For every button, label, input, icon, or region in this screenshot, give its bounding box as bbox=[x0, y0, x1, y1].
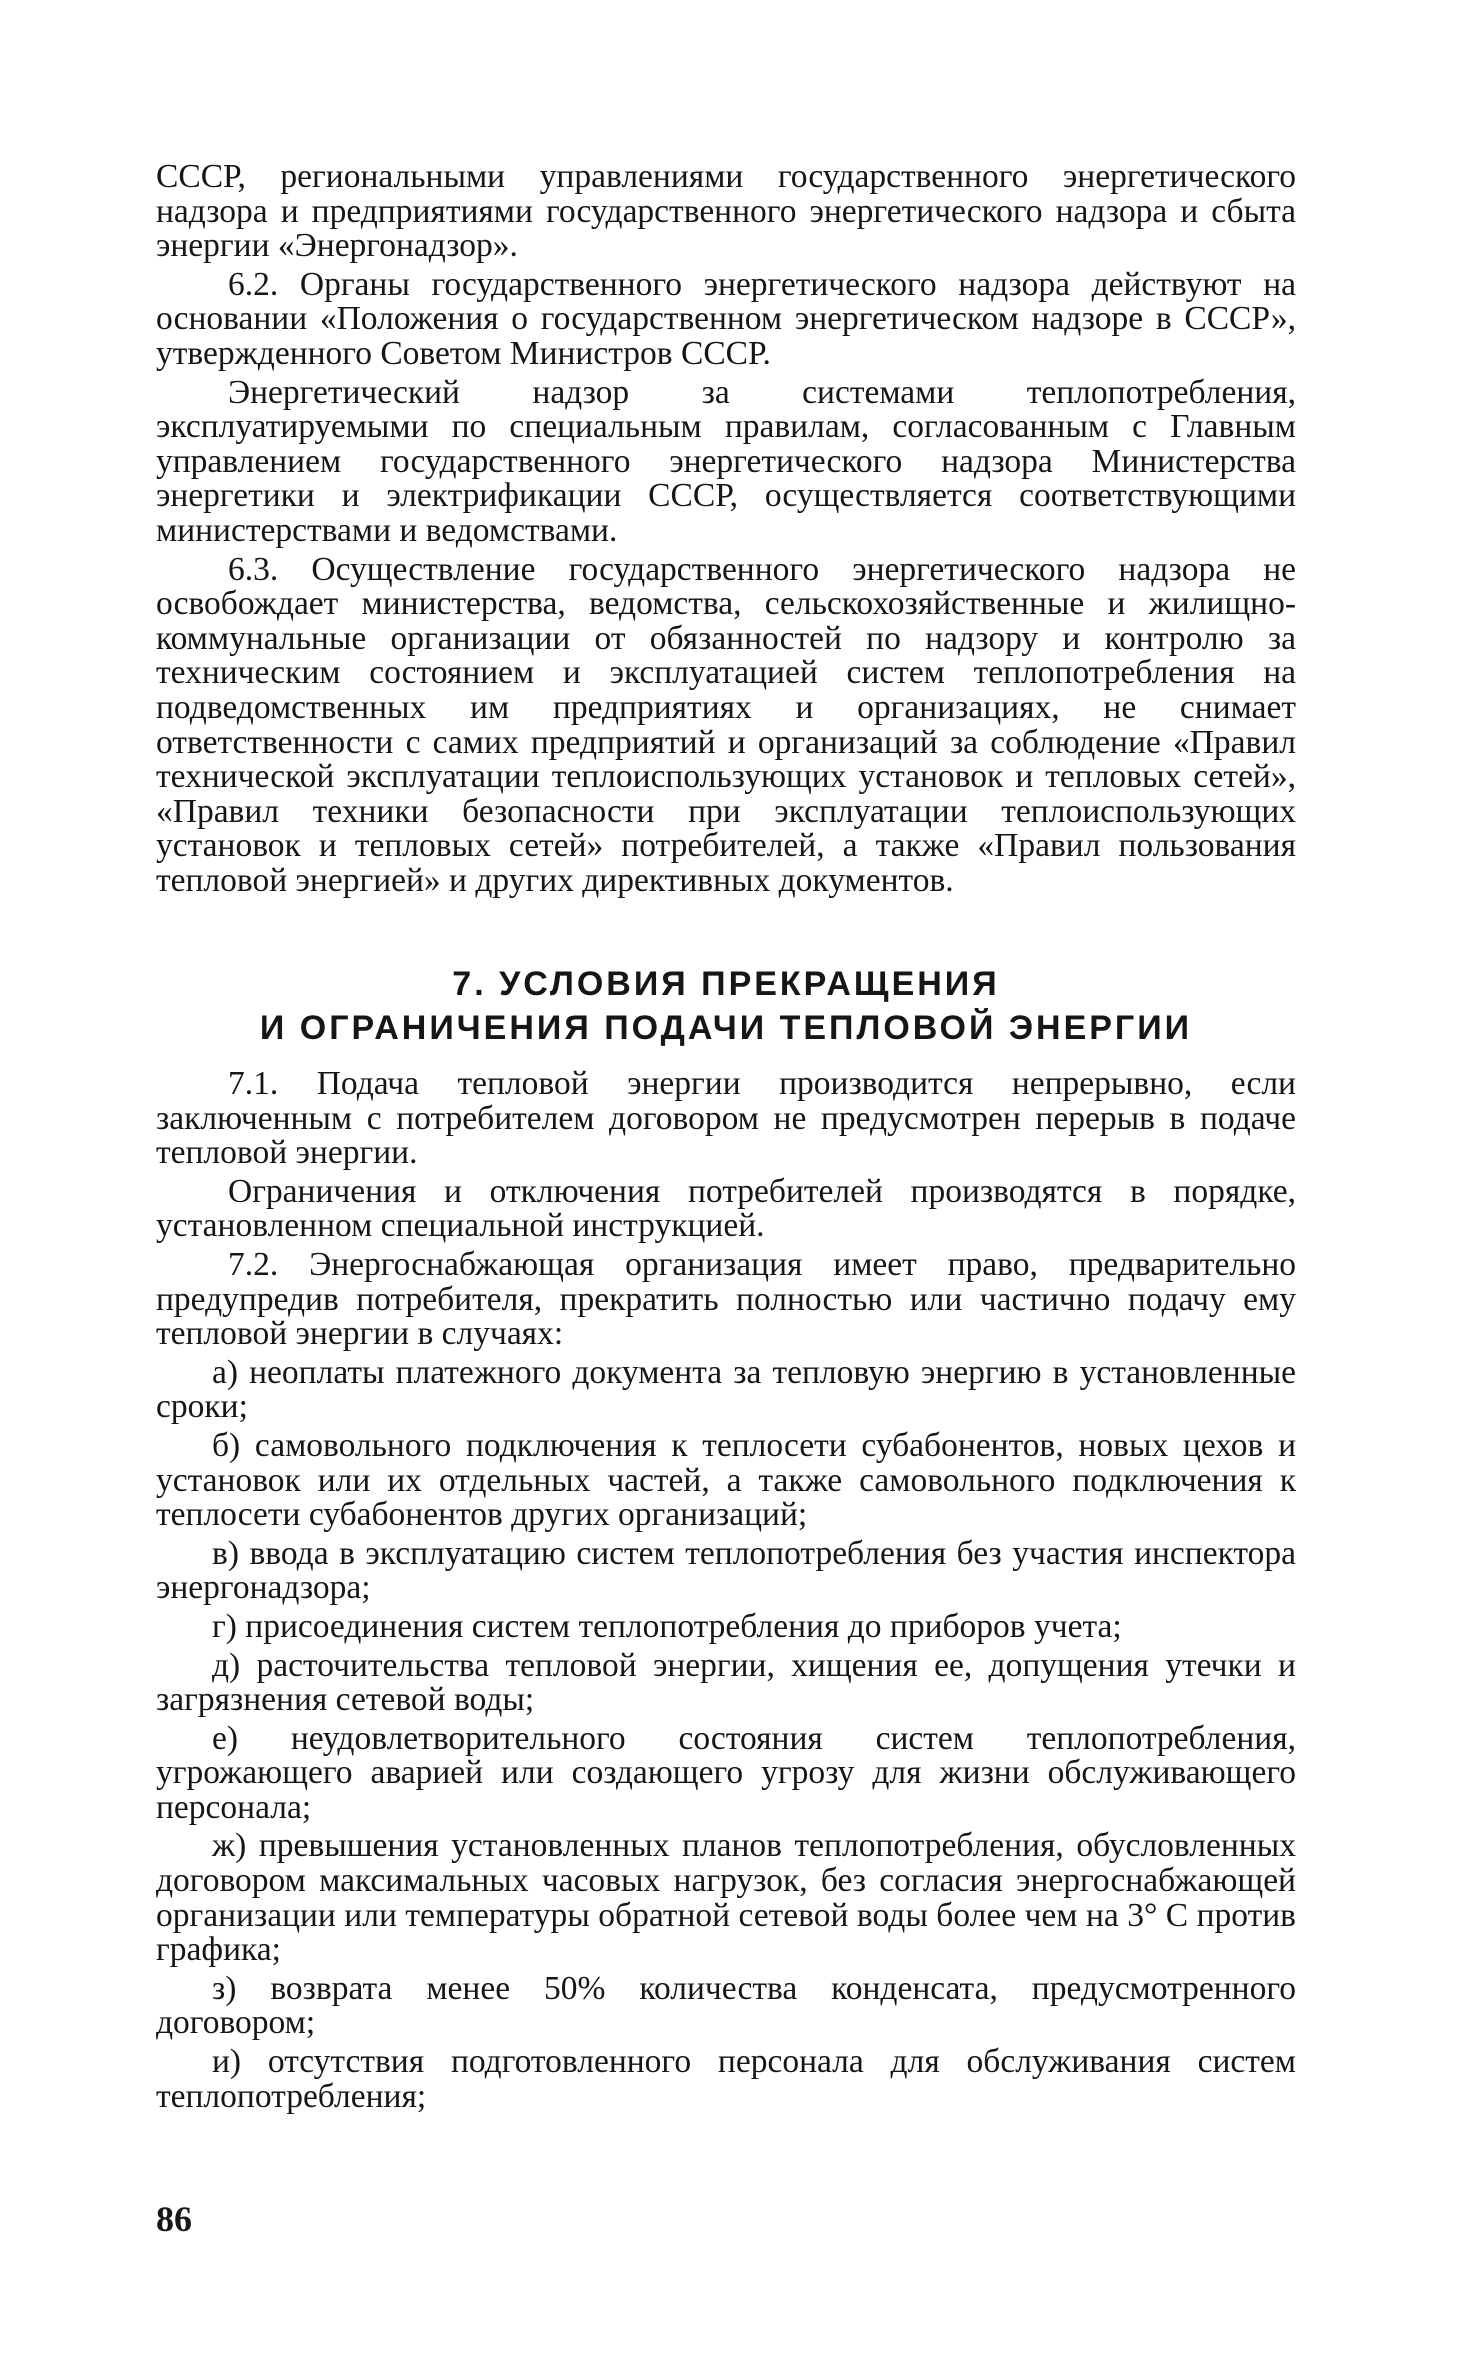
text-block-section-6 bbox=[156, 160, 1296, 898]
paragraph-6-2: 6.2. Органы государственного энергетического надзора действуют на основании «Положения о государственном энергетическом надзоре в СССР», утвержденного Советом Министров СССР. bbox=[156, 265, 1296, 372]
section-heading-line-1: 7. УСЛОВИЯ ПРЕКРАЩЕНИЯ bbox=[452, 965, 1000, 1003]
list-item-z: з) возврата менее 50% количества конденсата, предусмотренного договором; bbox=[156, 1969, 1296, 2042]
text-block-section-7 bbox=[156, 1067, 1296, 2114]
paragraph-intro: СССР, региональными управлениями государственного энергетического надзора и предприятиями государственного энергетического надзора и сбыта энергии «Энергонадзор». bbox=[156, 158, 1296, 265]
list-item-a: а) неоплаты платежного документа за тепловую энергию в установленные сроки; bbox=[156, 1353, 1296, 1426]
paragraph-6-2-continued: Энергетический надзор за системами теплопотребления, эксплуатируемыми по специальным правилам, согласованным с Главным управлением государственного энергетического надзора Министерства энергетики и электрификации СССР, осуществляется соответствующими министерствами и ведомствами. bbox=[156, 373, 1296, 549]
section-heading bbox=[156, 962, 1296, 1050]
paragraph-7-1: 7.1. Подача тепловой энергии производится непрерывно, если заключенным с потребителем договором не предусмотрен перерыв в подаче тепловой энергии. bbox=[156, 1065, 1296, 1172]
list-item-g: г) присоединения систем теплопотребления до приборов учета; bbox=[212, 1607, 1122, 1645]
section-heading-line-2: И ОГРАНИЧЕНИЯ ПОДАЧИ ТЕПЛОВОЙ ЭНЕРГИИ bbox=[259, 1009, 1193, 1047]
paragraph-7-2: 7.2. Энергоснабжающая организация имеет право, предварительно предупредив потребителя, прекратить полностью или частично подачу ему тепловой энергии в случаях: bbox=[156, 1245, 1296, 1353]
list-item-i: и) отсутствия подготовленного персонала для обслуживания систем теплопотребления; bbox=[156, 2043, 1296, 2115]
paragraph-6-3: 6.3. Осуществление государственного энергетического надзора не освобождает министерства, ведомства, сельскохозяйственные и жилищно-коммунальные организации от обязанностей по надзору и контролю за техническим состоянием и эксплуатацией систем теплопотребления на подведомственных им предприятиях и организациях, не снимает ответственности с самих предприятий и организаций за соблюдение «Правил технической эксплуатации теплоиспользующих установок и тепловых сетей», «Правил техники безопасности при эксплуатации теплоиспользующих установок и тепловых сетей» потребителей, а также «Правил пользования тепловой энергией» и других директивных документов. bbox=[156, 550, 1296, 899]
list-item-b: б) самовольного подключения к теплосети субабонентов, новых цехов и установок или их отдельных частей, а также самовольного подключения к теплосети субабонентов других организаций; bbox=[156, 1426, 1296, 1534]
list-item-zh: ж) превышения установленных планов теплопотребления, обусловленных договором максимальных часовых нагрузок, без согласия энергоснабжающей организации или температуры обратной сетевой воды более чем на 3° С против графика; bbox=[156, 1827, 1296, 1969]
page-number: 86 bbox=[156, 2199, 192, 2239]
list-item-e: е) неудовлетворительного состояния систем теплопотребления, угрожающего аварией или создающего угрозу для жизни обслуживающего персонала; bbox=[156, 1719, 1296, 1826]
list-item-d: д) расточительства тепловой энергии, хищения ее, допущения утечки и загрязнения сетевой воды; bbox=[156, 1646, 1296, 1719]
list-item-v: в) ввода в эксплуатацию систем теплопотребления без участия инспектора энергонадзора; bbox=[156, 1534, 1296, 1607]
paragraph-7-1-continued: Ограничения и отключения потребителей производятся в порядке, установленном специальной инструкцией. bbox=[156, 1172, 1296, 1245]
